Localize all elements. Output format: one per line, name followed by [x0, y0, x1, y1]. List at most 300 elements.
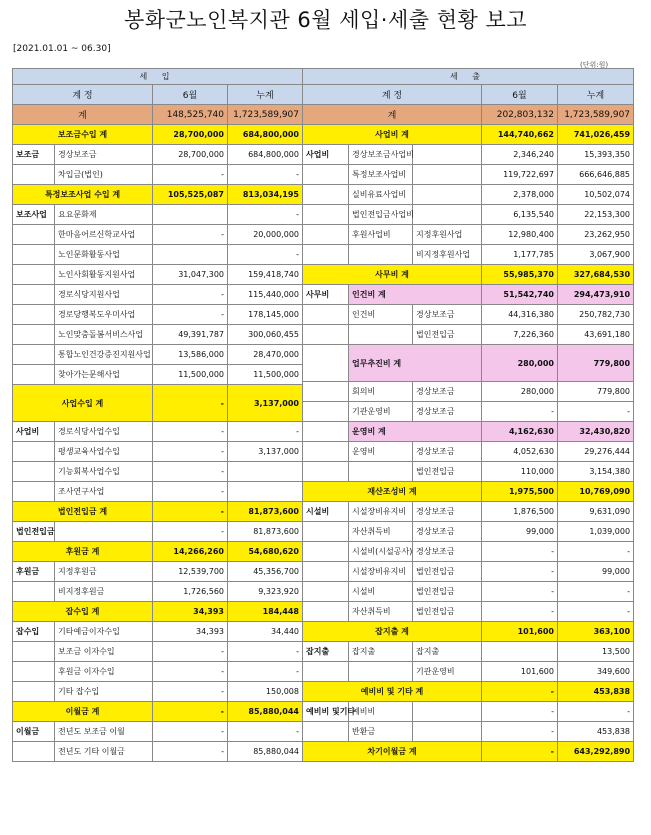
- category-cell: [303, 602, 349, 622]
- month-value: -: [153, 722, 228, 742]
- subtotal-row: [303, 482, 634, 502]
- table-row: [303, 185, 634, 205]
- table-row: [303, 225, 634, 245]
- subtotal-month: 55,985,370: [482, 265, 558, 285]
- category-cell: [13, 245, 55, 265]
- total-label: 계: [303, 105, 482, 125]
- cumulative-value: -: [558, 602, 634, 622]
- category-cell: [303, 305, 349, 325]
- source-cell: 경상보조금: [413, 382, 482, 402]
- item-cell: [349, 662, 413, 682]
- subtotal-label: 법인전입금 계: [13, 502, 153, 522]
- category-cell: 보조사업: [13, 205, 55, 225]
- source-cell: [413, 145, 482, 165]
- category-cell: [13, 442, 55, 462]
- category-cell: 잡수입: [13, 622, 55, 642]
- cumulative-value: 99,000: [558, 562, 634, 582]
- source-cell: 기관운영비: [413, 662, 482, 682]
- total-month: 148,525,740: [153, 105, 228, 125]
- item-cell: [349, 325, 413, 345]
- category-total-label: 인건비 계: [349, 285, 482, 305]
- grand-total-row: [303, 105, 634, 125]
- month-value: -: [153, 482, 228, 502]
- item-cell: 특정보조사업비: [349, 165, 413, 185]
- table-row: [13, 225, 303, 245]
- month-value: 1,876,500: [482, 502, 558, 522]
- item-cell: 노인문화활동사업: [55, 245, 153, 265]
- cumulative-value: -: [228, 165, 303, 185]
- category-cell: [13, 285, 55, 305]
- table-row: [13, 305, 303, 325]
- table-row: [13, 442, 303, 462]
- subtotal-cumulative: 643,292,890: [558, 742, 634, 762]
- subtotal-label: 예비비 및 기타 계: [303, 682, 482, 702]
- category-cell: 사업비: [303, 145, 349, 165]
- category-cell: [13, 365, 55, 385]
- month-value: -: [482, 722, 558, 742]
- subtotal-row: [13, 502, 303, 522]
- subtotal-row: [13, 125, 303, 145]
- subtotal-month: 14,266,260: [153, 542, 228, 562]
- month-value: 31,047,300: [153, 265, 228, 285]
- subtotal-label: 차기이월금 계: [303, 742, 482, 762]
- cumulative-value: 666,646,885: [558, 165, 634, 185]
- table-row: [303, 145, 634, 165]
- category-cell: [303, 722, 349, 742]
- table-row: [303, 382, 634, 402]
- item-cell: 노인맞춤돌봄서비스사업: [55, 325, 153, 345]
- cumulative-value: 29,276,444: [558, 442, 634, 462]
- category-cell: [303, 345, 349, 382]
- category-cell: [13, 642, 55, 662]
- table-row: [13, 742, 303, 762]
- cumulative-value: 453,838: [558, 722, 634, 742]
- total-month: 202,803,132: [482, 105, 558, 125]
- item-cell: 반환금: [349, 722, 413, 742]
- cumulative-value: [228, 462, 303, 482]
- subtotal-row: [303, 682, 634, 702]
- month-value: 2,346,240: [482, 145, 558, 165]
- subtotal-row: [13, 702, 303, 722]
- category-cell: 보조금: [13, 145, 55, 165]
- category-cell: [13, 305, 55, 325]
- category-cell: [13, 265, 55, 285]
- category-total-label: 업무추진비 계: [349, 345, 482, 382]
- subtotal-label: 사업수입 계: [13, 385, 153, 422]
- month-value: -: [153, 165, 228, 185]
- month-value: 280,000: [482, 382, 558, 402]
- table-row: [13, 345, 303, 365]
- item-cell: 자산취득비: [349, 522, 413, 542]
- subtotal-row: [303, 742, 634, 762]
- month-value: 119,722,697: [482, 165, 558, 185]
- total-cumulative: 1,723,589,907: [558, 105, 634, 125]
- item-cell: 전년도 보조금 이월: [55, 722, 153, 742]
- table-row: [13, 365, 303, 385]
- month-value: -: [153, 285, 228, 305]
- item-cell: 자산취득비: [349, 602, 413, 622]
- item-cell: 경로당행복도우미사업: [55, 305, 153, 325]
- item-cell: 기타예금이자수입: [55, 622, 153, 642]
- cumulative-value: -: [558, 402, 634, 422]
- subtotal-month: -: [153, 502, 228, 522]
- month-value: -: [153, 442, 228, 462]
- table-row: [13, 285, 303, 305]
- month-value: -: [153, 225, 228, 245]
- subtotal-month: 1,975,500: [482, 482, 558, 502]
- table-row: [13, 145, 303, 165]
- source-cell: [413, 185, 482, 205]
- cumulative-value: 3,067,900: [558, 245, 634, 265]
- cumulative-value: 11,500,000: [228, 365, 303, 385]
- subtotal-row: [13, 542, 303, 562]
- source-cell: 경상보조금: [413, 442, 482, 462]
- category-cell: [13, 165, 55, 185]
- item-cell: 보조금 이자수입: [55, 642, 153, 662]
- month-value: [153, 245, 228, 265]
- category-cell: [303, 382, 349, 402]
- item-cell: 지정후원금: [55, 562, 153, 582]
- cumulative-value: 115,440,000: [228, 285, 303, 305]
- subtotal-month: -: [482, 682, 558, 702]
- column-header-row: [13, 85, 303, 105]
- category-cell: [303, 422, 349, 442]
- month-value: [153, 205, 228, 225]
- cumulative-value: -: [558, 542, 634, 562]
- category-cell: [303, 325, 349, 345]
- category-cell: [303, 542, 349, 562]
- month-value: 34,393: [153, 622, 228, 642]
- source-cell: [413, 205, 482, 225]
- month-value: 49,391,787: [153, 325, 228, 345]
- section-band: [13, 69, 303, 85]
- category-total-row: [303, 422, 634, 442]
- cumulative-value: 150,008: [228, 682, 303, 702]
- category-total-label: 운영비 계: [349, 422, 482, 442]
- month-value: 44,316,380: [482, 305, 558, 325]
- cumulative-value: 300,060,455: [228, 325, 303, 345]
- table-row: [13, 622, 303, 642]
- category-total-cumulative: 779,800: [558, 345, 634, 382]
- category-cell: [303, 165, 349, 185]
- cumulative-value: -: [558, 702, 634, 722]
- category-cell: [303, 185, 349, 205]
- column-header: 누계: [228, 85, 303, 105]
- section-title: 세 입: [13, 69, 303, 85]
- subtotal-cumulative: 10,769,090: [558, 482, 634, 502]
- subtotal-label: 후원금 계: [13, 542, 153, 562]
- item-cell: 찾아가는문해사업: [55, 365, 153, 385]
- table-row: [303, 305, 634, 325]
- subtotal-month: 101,600: [482, 622, 558, 642]
- cumulative-value: 1,039,000: [558, 522, 634, 542]
- category-cell: 이월금: [13, 722, 55, 742]
- category-total-month: 280,000: [482, 345, 558, 382]
- subtotal-label: 재산조성비 계: [303, 482, 482, 502]
- cumulative-value: 34,440: [228, 622, 303, 642]
- month-value: 11,500,000: [153, 365, 228, 385]
- table-row: [13, 422, 303, 442]
- cumulative-value: 9,631,090: [558, 502, 634, 522]
- item-cell: 평생교육사업수입: [55, 442, 153, 462]
- subtotal-cumulative: 3,137,000: [228, 385, 303, 422]
- source-cell: 지정후원사업: [413, 225, 482, 245]
- subtotal-cumulative: 327,684,530: [558, 265, 634, 285]
- period-range: [2021.01.01 ~ 06.30]: [13, 44, 111, 54]
- source-cell: 법인전입금: [413, 325, 482, 345]
- source-cell: 법인전입금: [413, 562, 482, 582]
- source-cell: [413, 165, 482, 185]
- cumulative-value: 10,502,074: [558, 185, 634, 205]
- column-header: 계 정: [13, 85, 153, 105]
- table-row: [13, 722, 303, 742]
- category-total-cumulative: 32,430,820: [558, 422, 634, 442]
- revenue-table: [12, 68, 303, 762]
- item-cell: 기관운영비: [349, 402, 413, 422]
- item-cell: 경로식당지원사업: [55, 285, 153, 305]
- month-value: -: [482, 542, 558, 562]
- subtotal-label: 보조금수입 계: [13, 125, 153, 145]
- category-cell: 사업비: [13, 422, 55, 442]
- subtotal-label: 잡지출 계: [303, 622, 482, 642]
- category-cell: [303, 562, 349, 582]
- table-row: [303, 522, 634, 542]
- subtotal-month: 28,700,000: [153, 125, 228, 145]
- category-cell: [303, 522, 349, 542]
- cumulative-value: 85,880,044: [228, 742, 303, 762]
- subtotal-cumulative: 184,448: [228, 602, 303, 622]
- item-cell: 노인사회활동지원사업: [55, 265, 153, 285]
- month-value: 110,000: [482, 462, 558, 482]
- source-cell: 경상보조금: [413, 502, 482, 522]
- cumulative-value: 349,600: [558, 662, 634, 682]
- item-cell: 시설비: [349, 582, 413, 602]
- table-row: [13, 482, 303, 502]
- section-band: [303, 69, 634, 85]
- item-cell: 시설장비유지비: [349, 502, 413, 522]
- column-header: 계 정: [303, 85, 482, 105]
- item-cell: 한마음어르신학교사업: [55, 225, 153, 245]
- table-row: [303, 562, 634, 582]
- item-cell: 기능회복사업수입: [55, 462, 153, 482]
- category-total-row: [303, 285, 634, 305]
- subtotal-label: 사무비 계: [303, 265, 482, 285]
- table-row: [303, 462, 634, 482]
- subtotal-label: 사업비 계: [303, 125, 482, 145]
- cumulative-value: 28,470,000: [228, 345, 303, 365]
- source-cell: 경상보조금: [413, 305, 482, 325]
- cumulative-value: 3,137,000: [228, 442, 303, 462]
- subtotal-cumulative: 54,680,620: [228, 542, 303, 562]
- table-row: [13, 682, 303, 702]
- cumulative-value: 15,393,350: [558, 145, 634, 165]
- subtotal-month: 144,740,662: [482, 125, 558, 145]
- category-cell: [13, 345, 55, 365]
- source-cell: 비지정후원사업: [413, 245, 482, 265]
- source-cell: 잡지출: [413, 642, 482, 662]
- category-cell: [303, 582, 349, 602]
- subtotal-cumulative: 363,100: [558, 622, 634, 642]
- month-value: -: [153, 462, 228, 482]
- cumulative-value: 43,691,180: [558, 325, 634, 345]
- subtotal-month: 105,525,087: [153, 185, 228, 205]
- month-value: -: [153, 642, 228, 662]
- month-value: 101,600: [482, 662, 558, 682]
- cumulative-value: -: [558, 582, 634, 602]
- subtotal-row: [303, 265, 634, 285]
- table-row: [13, 165, 303, 185]
- subtotal-cumulative: 81,873,600: [228, 502, 303, 522]
- category-cell: 법인전입금: [13, 522, 55, 542]
- month-value: 28,700,000: [153, 145, 228, 165]
- table-row: [303, 542, 634, 562]
- table-row: [13, 642, 303, 662]
- cumulative-value: 22,153,300: [558, 205, 634, 225]
- month-value: 6,135,540: [482, 205, 558, 225]
- category-cell: [13, 742, 55, 762]
- subtotal-row: [13, 385, 303, 422]
- table-row: [13, 582, 303, 602]
- table-row: [303, 582, 634, 602]
- month-value: 7,226,360: [482, 325, 558, 345]
- table-row: [303, 205, 634, 225]
- subtotal-cumulative: 813,034,195: [228, 185, 303, 205]
- item-cell: 경로식당사업수입: [55, 422, 153, 442]
- table-row: [303, 702, 634, 722]
- table-row: [13, 205, 303, 225]
- category-cell: [13, 682, 55, 702]
- subtotal-row: [13, 602, 303, 622]
- item-cell: 회의비: [349, 382, 413, 402]
- subtotal-cumulative: 741,026,459: [558, 125, 634, 145]
- item-cell: 조사연구사업: [55, 482, 153, 502]
- category-cell: [303, 225, 349, 245]
- category-cell: [13, 482, 55, 502]
- subtotal-cumulative: 453,838: [558, 682, 634, 702]
- item-cell: 경상보조금: [55, 145, 153, 165]
- subtotal-month: 34,393: [153, 602, 228, 622]
- item-cell: 차입금(법인): [55, 165, 153, 185]
- item-cell: 후원사업비: [349, 225, 413, 245]
- category-cell: 잡지출: [303, 642, 349, 662]
- month-value: -: [482, 602, 558, 622]
- item-cell: 시설비(시설공사): [349, 542, 413, 562]
- subtotal-month: -: [482, 742, 558, 762]
- column-header: 6월: [153, 85, 228, 105]
- cumulative-value: 779,800: [558, 382, 634, 402]
- section-title: 세 출: [303, 69, 634, 85]
- month-value: 1,177,785: [482, 245, 558, 265]
- table-row: [13, 265, 303, 285]
- month-value: -: [482, 562, 558, 582]
- category-cell: [303, 662, 349, 682]
- grand-total-row: [13, 105, 303, 125]
- subtotal-label: 잡수입 계: [13, 602, 153, 622]
- month-value: 12,539,700: [153, 562, 228, 582]
- cumulative-value: 3,154,380: [558, 462, 634, 482]
- category-total-cumulative: 294,473,910: [558, 285, 634, 305]
- category-cell: [303, 402, 349, 422]
- cumulative-value: 9,323,920: [228, 582, 303, 602]
- cumulative-value: -: [228, 422, 303, 442]
- month-value: -: [153, 305, 228, 325]
- cumulative-value: -: [228, 245, 303, 265]
- subtotal-month: -: [153, 702, 228, 722]
- category-cell: [13, 325, 55, 345]
- table-row: [303, 602, 634, 622]
- month-value: 2,378,000: [482, 185, 558, 205]
- item-cell: 경상보조금사업비: [349, 145, 413, 165]
- category-cell: [303, 462, 349, 482]
- item-cell: 예비비: [349, 702, 413, 722]
- cumulative-value: [228, 482, 303, 502]
- table-row: [13, 522, 303, 542]
- category-cell: [13, 662, 55, 682]
- item-cell: 운영비: [349, 442, 413, 462]
- cumulative-value: 23,262,950: [558, 225, 634, 245]
- month-value: 13,586,000: [153, 345, 228, 365]
- item-cell: 시설장비유지비: [349, 562, 413, 582]
- expenditure-table: [302, 68, 634, 762]
- cumulative-value: 13,500: [558, 642, 634, 662]
- cumulative-value: -: [228, 205, 303, 225]
- cumulative-value: -: [228, 642, 303, 662]
- month-value: -: [153, 662, 228, 682]
- subtotal-row: [303, 622, 634, 642]
- category-cell: [13, 582, 55, 602]
- item-cell: 후원금 이자수입: [55, 662, 153, 682]
- item-cell: [349, 462, 413, 482]
- item-cell: 법인전입금사업비: [349, 205, 413, 225]
- cumulative-value: -: [228, 662, 303, 682]
- month-value: -: [153, 682, 228, 702]
- cumulative-value: 250,782,730: [558, 305, 634, 325]
- subtotal-cumulative: 684,800,000: [228, 125, 303, 145]
- month-value: 99,000: [482, 522, 558, 542]
- source-cell: [413, 702, 482, 722]
- cumulative-value: 45,356,700: [228, 562, 303, 582]
- column-header: 누계: [558, 85, 634, 105]
- subtotal-label: 특정보조사업 수입 계: [13, 185, 153, 205]
- subtotal-row: [303, 125, 634, 145]
- table-row: [303, 502, 634, 522]
- column-header: 6월: [482, 85, 558, 105]
- month-value: -: [153, 522, 228, 542]
- table-row: [303, 165, 634, 185]
- category-cell: [13, 225, 55, 245]
- category-total-month: 4,162,630: [482, 422, 558, 442]
- page-title: 봉화군노인복지관 6월 세입·세출 현황 보고: [123, 8, 528, 32]
- item-cell: 전년도 기타 이월금: [55, 742, 153, 762]
- month-value: -: [482, 702, 558, 722]
- table-row: [303, 642, 634, 662]
- source-cell: 법인전입금: [413, 602, 482, 622]
- category-cell: [303, 205, 349, 225]
- item-cell: [349, 245, 413, 265]
- subtotal-cumulative: 85,880,044: [228, 702, 303, 722]
- cumulative-value: 159,418,740: [228, 265, 303, 285]
- item-cell: 잡지출: [349, 642, 413, 662]
- subtotal-month: -: [153, 385, 228, 422]
- source-cell: 경상보조금: [413, 522, 482, 542]
- item-cell: [55, 522, 153, 542]
- table-row: [13, 562, 303, 582]
- month-value: 1,726,560: [153, 582, 228, 602]
- category-cell: [13, 462, 55, 482]
- category-total-month: 51,542,740: [482, 285, 558, 305]
- cumulative-value: 178,145,000: [228, 305, 303, 325]
- table-row: [303, 442, 634, 462]
